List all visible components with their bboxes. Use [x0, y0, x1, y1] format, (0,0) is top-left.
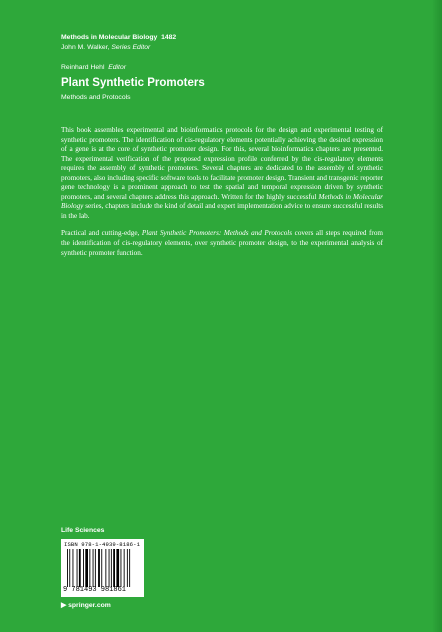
isbn-label: ISBN 978-1-4939-8186-1 [64, 541, 141, 548]
series-name: Methods in Molecular Biology [61, 34, 158, 41]
book-editor-role: Editor [108, 64, 126, 71]
blurb-p1-text: This book assembles experimental and bioinformatics protocols for the design and experimental testing of synthetic promoters. The identification of cis-regulatory elements potentially achieving the desired expression of a gene is at the core of synthetic promoter design. For this, several bioinformatics chapters are presented. The experimental verification of the proposed expression profile conferred by the cis-regulatory elements requires the assembly of synthetic promoters. Several chapters are dedicated to the assembly of synthetic promoters, also including specific software tools to facilitate promoter design. Transient and transgenic reporter gene technology is a prominent approach to test the spatial and temporal expression driven by synthetic promoters, and several chapters address this approach. Written for the highly successful [61, 126, 383, 201]
blurb-p2-text-end: covers all steps required from the identification of cis-regulatory elements, over synthetic promoter design, to the experimental analysis of synthetic promoter function. [61, 229, 383, 257]
blurb-p2-text: Practical and cutting-edge, [61, 229, 142, 238]
book-editor-name: Reinhard Hehl [61, 64, 105, 71]
blurb [61, 126, 383, 266]
isbn-barcode [61, 539, 144, 597]
series-title [61, 33, 176, 43]
book-editor [61, 64, 126, 71]
series-editor-name: John M. Walker, [61, 44, 110, 51]
series-number: 1482 [161, 34, 177, 41]
barcode-bars [67, 549, 140, 587]
book-subtitle: Methods and Protocols [61, 94, 131, 101]
series-editor [61, 43, 176, 53]
barcode-digits: 9 781493 981861 [63, 586, 127, 594]
book-title: Plant Synthetic Promoters [61, 77, 205, 89]
series-editor-role: Series Editor [111, 44, 151, 51]
spine-edge [432, 0, 442, 632]
blurb-p1-series-italic: Methods in Molecular Biology [61, 192, 383, 211]
series-info [61, 33, 176, 53]
blurb-paragraph-2 [61, 229, 383, 258]
subject-category: Life Sciences [61, 527, 105, 534]
blurb-p1-text-end: series, chapters include the kind of detail and expert implementation advice to ensure successful results in the lab. [61, 202, 383, 220]
blurb-paragraph-1 [61, 126, 383, 221]
springer-link[interactable]: ▶ springer.com [61, 602, 111, 609]
blurb-p2-title-italic: Plant Synthetic Promoters: Methods and Protocols [141, 229, 293, 238]
